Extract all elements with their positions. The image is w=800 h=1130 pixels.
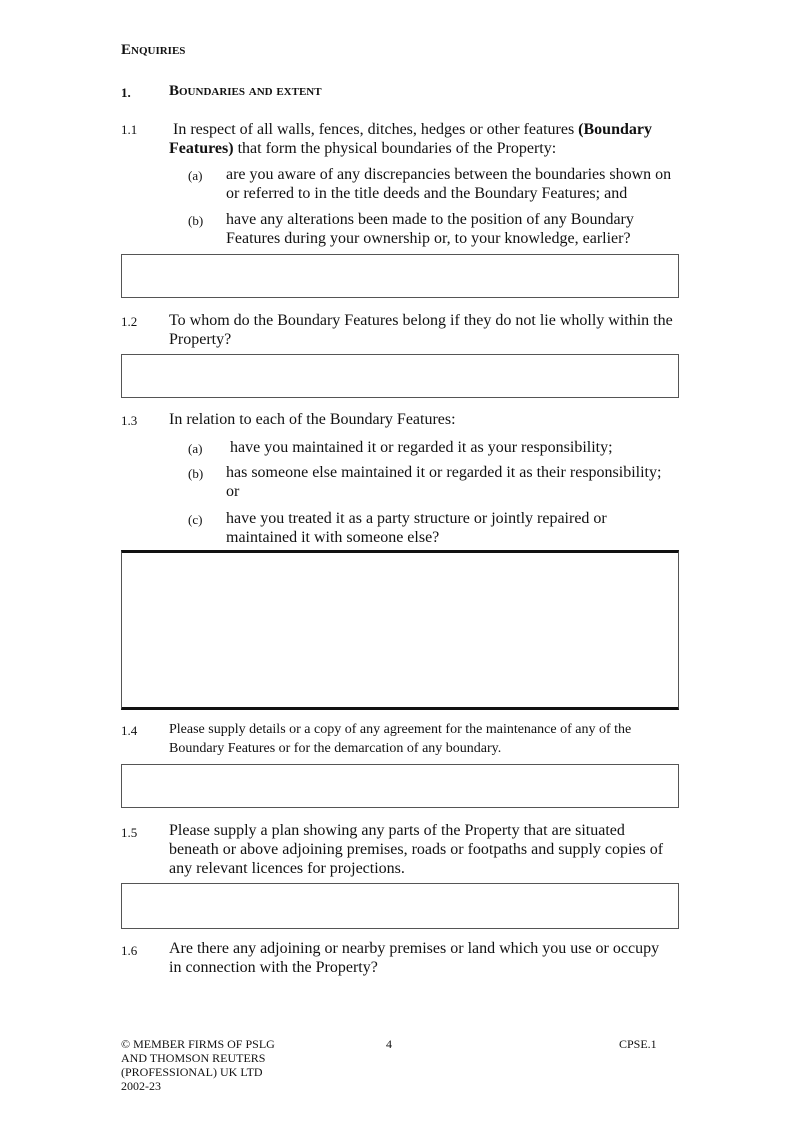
sub-label-1-3-b: (b) <box>188 466 204 481</box>
question-number-1-2: 1.2 <box>121 314 138 329</box>
question-text-1-6: Are there any adjoining or nearby premises or land which you use or occupy in connection with the Property? <box>169 940 660 976</box>
answer-box-1-2[interactable] <box>121 354 679 398</box>
sub-label-1-1-b: (b) <box>188 213 204 228</box>
sub-text-1-3-b: has someone else maintained it or regarded it as their responsibility; or <box>226 464 662 500</box>
section-number: 1. <box>121 85 131 100</box>
section-title: Boundaries and extent <box>169 83 322 99</box>
footer-page-number: 4 <box>386 1037 392 1051</box>
page-title: Enquiries <box>121 42 186 58</box>
question-text-1-5: Please supply a plan showing any parts of the Property that are situated beneath or above adjoining premises, roads or footpaths and supply copies of any relevant licences for projections. <box>169 822 664 877</box>
question-number-1-4: 1.4 <box>121 723 138 738</box>
answer-box-1-4[interactable] <box>121 764 679 808</box>
sub-text-1-1-a: are you aware of any discrepancies between the boundaries shown on or referred to in the title deeds and the Boundary Features; and <box>226 166 672 202</box>
question-text-1-1: In respect of all walls, fences, ditches, hedges or other features (Boundary Features) that form the physical boundaries of the Property: <box>169 121 652 157</box>
question-number-1-3: 1.3 <box>121 413 138 428</box>
question-number-1-6: 1.6 <box>121 943 138 958</box>
footer-copyright: © MEMBER FIRMS OF PSLG AND THOMSON REUTERS (PROFESSIONAL) UK LTD 2002-23 <box>121 1037 275 1093</box>
sub-label-1-3-a: (a) <box>188 441 203 456</box>
defined-term-boundary-features: (Boundary Features) <box>169 121 652 157</box>
sub-text-1-3-c: have you treated it as a party structure or jointly repaired or maintained it with someone else? <box>226 510 607 546</box>
footer-form-code: CPSE.1 <box>619 1037 657 1051</box>
answer-box-1-3[interactable] <box>121 550 679 710</box>
question-number-1-1: 1.1 <box>121 122 138 137</box>
answer-box-1-1[interactable] <box>121 254 679 298</box>
question-text-1-3: In relation to each of the Boundary Features: <box>169 411 456 428</box>
sub-text-1-3-a: have you maintained it or regarded it as your responsibility; <box>230 439 613 456</box>
sub-label-1-3-c: (c) <box>188 512 203 527</box>
sub-text-1-1-b: have any alterations been made to the position of any Boundary Features during your ownership or, to your knowledge, earlier? <box>226 211 634 247</box>
question-number-1-5: 1.5 <box>121 825 138 840</box>
sub-label-1-1-a: (a) <box>188 168 203 183</box>
question-text-1-2: To whom do the Boundary Features belong if they do not lie wholly within the Property? <box>169 312 673 348</box>
question-text-1-4: Please supply details or a copy of any agreement for the maintenance of any of the Boundary Features or for the demarcation of any boundary. <box>169 722 632 756</box>
answer-box-1-5[interactable] <box>121 883 679 929</box>
